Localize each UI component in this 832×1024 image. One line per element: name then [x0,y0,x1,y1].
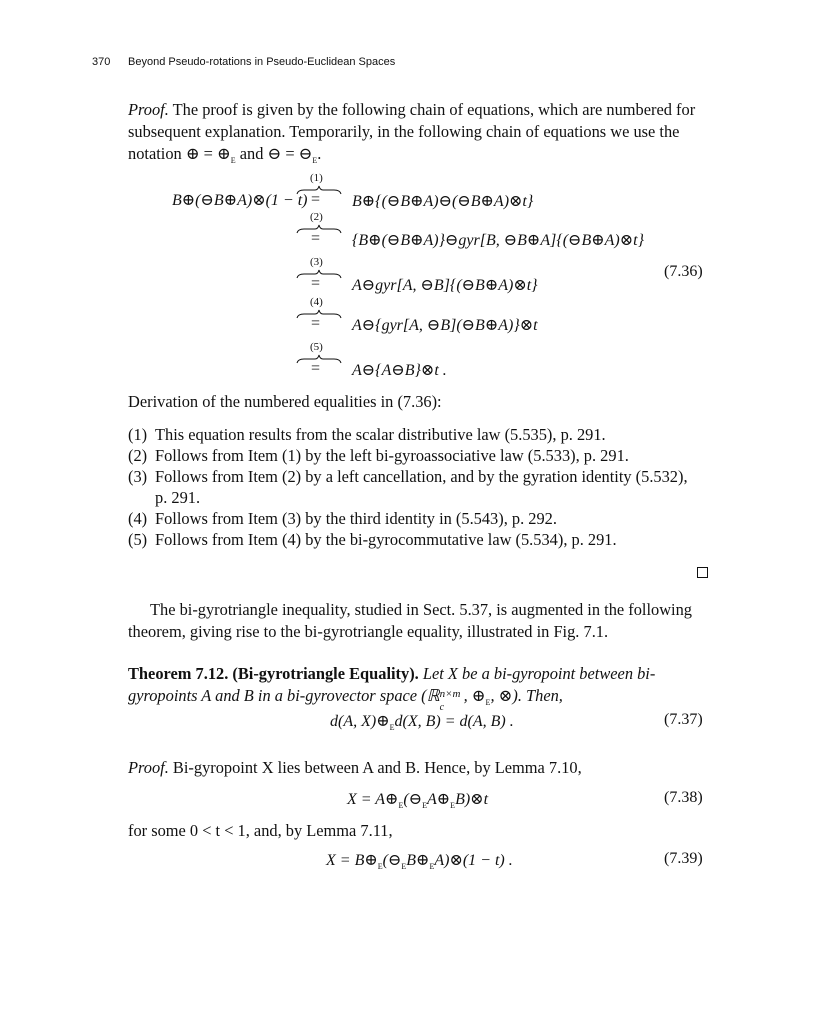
list-item-label: (5) [128,530,148,549]
theorem-text-2a: gyropoints A and B in a bi-gyrovector space (ℝ [128,686,440,705]
derivation-intro: Derivation of the numbered equalities in (7.36): [128,392,442,411]
list-item [128,445,708,466]
eq739-sub-2: E [401,862,407,871]
intro-paragraph [128,599,708,643]
page-number: 370 [92,56,111,68]
theorem-title: Theorem 7.12. (Bi-gyrotriangle Equality). [128,664,419,683]
eq739-part-4: A)⊗(1 − t) . [434,852,513,869]
equation-number-7-36: (7.36) [664,263,703,280]
real-space-scripts [439,688,464,713]
intro-line-1: The bi-gyrotriangle inequality, studied in Sect. 5.37, is augmented in the following [150,600,692,619]
list-item-label: (2) [128,446,148,465]
list-item [128,466,708,508]
step-number: (1) [310,172,323,184]
eq737-sub: E [389,723,395,732]
step-expression: A⊖gyr[A, ⊖B]{(⊖B⊕A)⊗t} [352,277,538,294]
eq738-part-2: (⊖ [403,791,423,808]
notation-sub-2: E [312,156,318,165]
step-number: (5) [310,341,323,353]
theorem-text-2c: , ⊗). Then, [490,686,563,705]
step-expression: {B⊕(⊖B⊕A)}⊖gyr[B, ⊖B⊕A]{(⊖B⊕A)⊗t} [352,232,644,249]
eq737-part-a: d(A, X)⊕ [330,713,390,730]
proof-text-1: The proof is given by the following chain of equations, which are numbered for [168,100,696,119]
qed-box-icon [697,567,708,578]
notation-b: and ⊖ = ⊖ [235,144,313,163]
equation-7-39 [326,850,513,871]
step-expression: A⊖{A⊖B}⊗t . [352,362,447,379]
equals-sign: = [311,275,321,292]
list-item-label: (4) [128,509,148,528]
eq738-sub-1: E [398,801,404,810]
eq738-part-4: B)⊗t [455,791,489,808]
list-item [128,424,708,445]
proof-2-lead: Proof. [128,758,169,777]
proof-line-3 [128,143,708,172]
proof-paragraph [128,99,708,172]
equation-7-38 [347,789,488,810]
equals-sign: = [311,360,321,377]
eq739-part-2: (⊖ [382,852,402,869]
real-space-subscript: c [439,702,445,713]
eq738-sub-2: E [422,801,427,810]
eq739-sub-1: E [377,862,383,871]
proof-2 [128,757,582,779]
proof-lead: Proof. [128,100,169,119]
step-number: (3) [310,256,323,268]
equation-7-37 [330,711,514,732]
step-expression: A⊖{gyr[A, ⊖B](⊖B⊕A)}⊗t [352,317,538,334]
list-item-label: (3) [128,467,148,486]
theorem-line-1 [128,663,708,685]
eq737-part-b: d(X, B) = d(A, B) . [394,713,514,730]
notation-a: notation ⊕ = ⊕ [128,144,231,163]
equation-number-7-37: (7.37) [664,711,703,728]
equals-sign: = [311,191,321,208]
equals-sign: = [311,230,321,247]
list-item [128,529,708,550]
theorem-text-1: Let X be a bi-gyropoint between bi- [418,664,656,683]
real-space-superscript: n×m [439,688,461,700]
theorem-line-2 [128,685,708,714]
eq739-part-3: B⊕ [406,852,430,869]
derivation-list [128,424,708,550]
list-item-text: Follows from Item (2) by a left cancellation, and by the gyration identity (5.532), [155,467,688,486]
list-item [128,508,708,529]
theorem-text-2b: , ⊕ [463,686,486,705]
proof-2-text: Bi-gyropoint X lies between A and B. Hence, by Lemma 7.10, [168,758,582,777]
theorem-7-12 [128,663,708,714]
list-item-text: Follows from Item (4) by the bi-gyrocommutative law (5.534), p. 291. [155,530,617,549]
eq738-part-1: X = A⊕ [347,791,399,808]
chain-lhs: B⊕(⊖B⊕A)⊗(1 − t) [172,192,308,209]
theorem-sub-e: E [485,698,491,707]
list-item-text: This equation results from the scalar distributive law (5.535), p. 291. [155,425,606,444]
for-some-text: for some 0 < t < 1, and, by Lemma 7.11, [128,821,393,840]
step-number: (2) [310,211,323,223]
step-number: (4) [310,296,323,308]
proof-line-2: subsequent explanation. Temporarily, in the following chain of equations we use the [128,122,680,141]
step-expression: B⊕{(⊖B⊕A)⊖(⊖B⊕A)⊗t} [352,193,534,210]
list-item-text: Follows from Item (1) by the left bi-gyroassociative law (5.533), p. 291. [155,446,629,465]
eq739-sub-3: E [429,862,435,871]
intro-line-2: theorem, giving rise to the bi-gyrotriangle equality, illustrated in Fig. 7.1. [128,622,609,641]
list-item-text: Follows from Item (3) by the third identity in (5.543), p. 292. [155,509,557,528]
notation-sub-1: E [230,156,236,165]
eq738-sub-3: E [450,801,456,810]
equation-number-7-38: (7.38) [664,789,703,806]
eq738-part-3: A⊕ [426,791,451,808]
list-item-label: (1) [128,425,148,444]
equals-sign: = [311,315,321,332]
notation-c: . [317,144,322,163]
list-item-continuation: p. 291. [155,488,201,507]
proof-line-1 [128,99,708,121]
equation-number-7-39: (7.39) [664,850,703,867]
running-title: Beyond Pseudo-rotations in Pseudo-Euclidean Spaces [128,56,396,68]
eq739-part-1: X = B⊕ [326,852,378,869]
